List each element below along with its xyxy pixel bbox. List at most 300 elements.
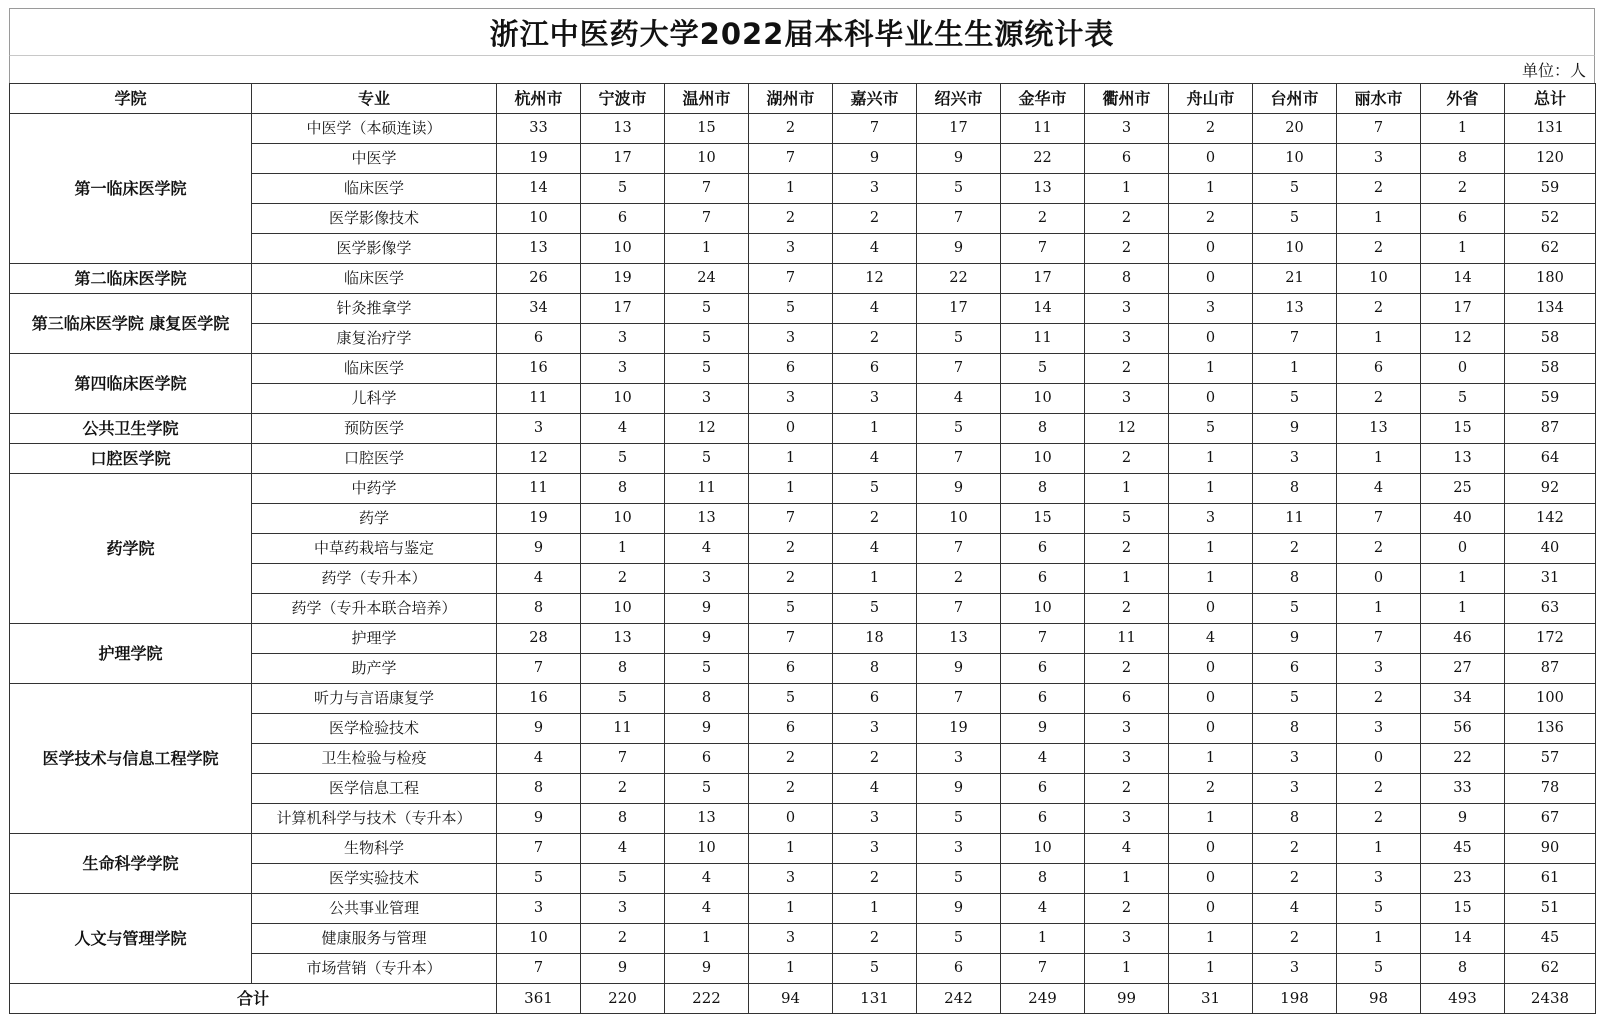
value-cell: 2 bbox=[581, 564, 665, 594]
value-cell: 16 bbox=[497, 684, 581, 714]
value-cell: 26 bbox=[497, 264, 581, 294]
column-header: 杭州市 bbox=[497, 84, 581, 114]
value-cell: 1 bbox=[1253, 354, 1337, 384]
value-cell: 11 bbox=[581, 714, 665, 744]
value-cell: 1 bbox=[1085, 474, 1169, 504]
value-cell: 2 bbox=[1421, 174, 1505, 204]
value-cell: 6 bbox=[1001, 564, 1085, 594]
value-cell: 1 bbox=[1337, 924, 1421, 954]
value-cell: 1 bbox=[1337, 834, 1421, 864]
value-cell: 11 bbox=[1085, 624, 1169, 654]
value-cell: 5 bbox=[665, 444, 749, 474]
value-cell: 5 bbox=[665, 324, 749, 354]
value-cell: 1 bbox=[1001, 924, 1085, 954]
value-cell: 9 bbox=[497, 534, 581, 564]
value-cell: 17 bbox=[581, 144, 665, 174]
value-cell: 3 bbox=[833, 714, 917, 744]
major-cell: 生物科学 bbox=[252, 834, 497, 864]
value-cell: 2 bbox=[1169, 204, 1253, 234]
value-cell: 6 bbox=[1001, 654, 1085, 684]
value-cell: 22 bbox=[1001, 144, 1085, 174]
value-cell: 2 bbox=[1085, 444, 1169, 474]
major-cell: 口腔医学 bbox=[252, 444, 497, 474]
major-cell: 药学（专升本联合培养） bbox=[252, 594, 497, 624]
value-cell: 52 bbox=[1505, 204, 1596, 234]
value-cell: 2 bbox=[1337, 804, 1421, 834]
value-cell: 87 bbox=[1505, 654, 1596, 684]
major-cell: 卫生检验与检疫 bbox=[252, 744, 497, 774]
value-cell: 5 bbox=[581, 864, 665, 894]
value-cell: 67 bbox=[1505, 804, 1596, 834]
value-cell: 3 bbox=[1337, 864, 1421, 894]
total-value-cell: 99 bbox=[1085, 984, 1169, 1014]
value-cell: 7 bbox=[1337, 624, 1421, 654]
value-cell: 9 bbox=[917, 474, 1001, 504]
major-cell: 计算机科学与技术（专升本） bbox=[252, 804, 497, 834]
value-cell: 1 bbox=[1169, 174, 1253, 204]
value-cell: 1 bbox=[665, 924, 749, 954]
value-cell: 8 bbox=[1421, 144, 1505, 174]
value-cell: 3 bbox=[749, 924, 833, 954]
value-cell: 5 bbox=[665, 354, 749, 384]
value-cell: 11 bbox=[1001, 324, 1085, 354]
major-cell: 药学（专升本） bbox=[252, 564, 497, 594]
value-cell: 13 bbox=[917, 624, 1001, 654]
value-cell: 3 bbox=[1337, 654, 1421, 684]
value-cell: 4 bbox=[1253, 894, 1337, 924]
value-cell: 4 bbox=[581, 414, 665, 444]
value-cell: 3 bbox=[1253, 954, 1337, 984]
college-cell: 医学技术与信息工程学院 bbox=[10, 684, 252, 834]
major-cell: 助产学 bbox=[252, 654, 497, 684]
college-cell: 第二临床医学院 bbox=[10, 264, 252, 294]
value-cell: 5 bbox=[665, 294, 749, 324]
value-cell: 1 bbox=[1169, 804, 1253, 834]
value-cell: 1 bbox=[1337, 444, 1421, 474]
value-cell: 6 bbox=[665, 744, 749, 774]
total-label: 合计 bbox=[10, 984, 497, 1014]
value-cell: 17 bbox=[581, 294, 665, 324]
value-cell: 2 bbox=[1085, 204, 1169, 234]
value-cell: 3 bbox=[581, 894, 665, 924]
value-cell: 100 bbox=[1505, 684, 1596, 714]
value-cell: 0 bbox=[1337, 564, 1421, 594]
value-cell: 15 bbox=[1421, 414, 1505, 444]
total-value-cell: 2438 bbox=[1505, 984, 1596, 1014]
value-cell: 19 bbox=[497, 144, 581, 174]
value-cell: 19 bbox=[917, 714, 1001, 744]
value-cell: 3 bbox=[833, 804, 917, 834]
table-row bbox=[10, 294, 1596, 324]
value-cell: 5 bbox=[917, 864, 1001, 894]
value-cell: 5 bbox=[917, 924, 1001, 954]
value-cell: 9 bbox=[665, 594, 749, 624]
total-value-cell: 222 bbox=[665, 984, 749, 1014]
value-cell: 9 bbox=[917, 654, 1001, 684]
value-cell: 6 bbox=[497, 324, 581, 354]
value-cell: 9 bbox=[1001, 714, 1085, 744]
value-cell: 10 bbox=[497, 924, 581, 954]
value-cell: 64 bbox=[1505, 444, 1596, 474]
value-cell: 7 bbox=[749, 624, 833, 654]
value-cell: 11 bbox=[497, 384, 581, 414]
value-cell: 56 bbox=[1421, 714, 1505, 744]
college-cell: 护理学院 bbox=[10, 624, 252, 684]
value-cell: 7 bbox=[1337, 114, 1421, 144]
value-cell: 8 bbox=[1253, 804, 1337, 834]
table-row bbox=[10, 684, 1596, 714]
total-value-cell: 361 bbox=[497, 984, 581, 1014]
value-cell: 7 bbox=[917, 684, 1001, 714]
college-cell: 药学院 bbox=[10, 474, 252, 624]
value-cell: 2 bbox=[1085, 594, 1169, 624]
value-cell: 12 bbox=[665, 414, 749, 444]
value-cell: 21 bbox=[1253, 264, 1337, 294]
major-cell: 护理学 bbox=[252, 624, 497, 654]
value-cell: 0 bbox=[1421, 534, 1505, 564]
value-cell: 34 bbox=[497, 294, 581, 324]
value-cell: 3 bbox=[749, 864, 833, 894]
value-cell: 9 bbox=[917, 234, 1001, 264]
value-cell: 5 bbox=[1253, 594, 1337, 624]
value-cell: 5 bbox=[833, 594, 917, 624]
value-cell: 1 bbox=[749, 474, 833, 504]
major-cell: 公共事业管理 bbox=[252, 894, 497, 924]
value-cell: 2 bbox=[1337, 774, 1421, 804]
value-cell: 9 bbox=[1421, 804, 1505, 834]
value-cell: 8 bbox=[1001, 864, 1085, 894]
total-value-cell: 249 bbox=[1001, 984, 1085, 1014]
column-header: 丽水市 bbox=[1337, 84, 1421, 114]
value-cell: 15 bbox=[1421, 894, 1505, 924]
college-cell: 人文与管理学院 bbox=[10, 894, 252, 984]
value-cell: 5 bbox=[917, 414, 1001, 444]
value-cell: 5 bbox=[1253, 684, 1337, 714]
value-cell: 3 bbox=[497, 414, 581, 444]
college-cell: 第四临床医学院 bbox=[10, 354, 252, 414]
value-cell: 7 bbox=[497, 834, 581, 864]
value-cell: 3 bbox=[581, 354, 665, 384]
value-cell: 2 bbox=[833, 204, 917, 234]
value-cell: 10 bbox=[1001, 594, 1085, 624]
value-cell: 4 bbox=[1085, 834, 1169, 864]
value-cell: 4 bbox=[917, 384, 1001, 414]
value-cell: 2 bbox=[1253, 534, 1337, 564]
value-cell: 7 bbox=[917, 354, 1001, 384]
value-cell: 2 bbox=[1085, 534, 1169, 564]
value-cell: 5 bbox=[749, 594, 833, 624]
value-cell: 14 bbox=[1421, 264, 1505, 294]
value-cell: 14 bbox=[1421, 924, 1505, 954]
value-cell: 5 bbox=[1253, 174, 1337, 204]
value-cell: 2 bbox=[1337, 384, 1421, 414]
value-cell: 33 bbox=[497, 114, 581, 144]
major-cell: 药学 bbox=[252, 504, 497, 534]
value-cell: 2 bbox=[917, 564, 1001, 594]
value-cell: 3 bbox=[497, 894, 581, 924]
major-cell: 针灸推拿学 bbox=[252, 294, 497, 324]
value-cell: 142 bbox=[1505, 504, 1596, 534]
value-cell: 2 bbox=[749, 114, 833, 144]
value-cell: 2 bbox=[1337, 534, 1421, 564]
value-cell: 87 bbox=[1505, 414, 1596, 444]
value-cell: 1 bbox=[833, 414, 917, 444]
college-cell: 第三临床医学院 康复医学院 bbox=[10, 294, 252, 354]
value-cell: 2 bbox=[1085, 894, 1169, 924]
value-cell: 2 bbox=[749, 774, 833, 804]
value-cell: 7 bbox=[1253, 324, 1337, 354]
value-cell: 33 bbox=[1421, 774, 1505, 804]
value-cell: 17 bbox=[1421, 294, 1505, 324]
value-cell: 2 bbox=[833, 504, 917, 534]
value-cell: 3 bbox=[665, 564, 749, 594]
value-cell: 1 bbox=[1169, 954, 1253, 984]
value-cell: 7 bbox=[1001, 234, 1085, 264]
value-cell: 0 bbox=[1169, 144, 1253, 174]
value-cell: 8 bbox=[1253, 474, 1337, 504]
enrollment-source-table bbox=[9, 83, 1596, 1014]
value-cell: 2 bbox=[749, 204, 833, 234]
value-cell: 8 bbox=[1001, 474, 1085, 504]
value-cell: 4 bbox=[1169, 624, 1253, 654]
value-cell: 1 bbox=[1085, 864, 1169, 894]
total-value-cell: 94 bbox=[749, 984, 833, 1014]
value-cell: 7 bbox=[1001, 954, 1085, 984]
table-row bbox=[10, 444, 1596, 474]
value-cell: 3 bbox=[1253, 444, 1337, 474]
value-cell: 8 bbox=[1253, 564, 1337, 594]
value-cell: 6 bbox=[581, 204, 665, 234]
value-cell: 3 bbox=[1337, 714, 1421, 744]
value-cell: 10 bbox=[1001, 384, 1085, 414]
value-cell: 3 bbox=[1085, 324, 1169, 354]
value-cell: 14 bbox=[497, 174, 581, 204]
value-cell: 8 bbox=[1001, 414, 1085, 444]
value-cell: 2 bbox=[833, 924, 917, 954]
value-cell: 3 bbox=[1085, 714, 1169, 744]
value-cell: 5 bbox=[749, 684, 833, 714]
value-cell: 5 bbox=[1001, 354, 1085, 384]
value-cell: 3 bbox=[1085, 924, 1169, 954]
value-cell: 1 bbox=[581, 534, 665, 564]
value-cell: 5 bbox=[917, 324, 1001, 354]
value-cell: 59 bbox=[1505, 384, 1596, 414]
value-cell: 1 bbox=[749, 954, 833, 984]
value-cell: 5 bbox=[1421, 384, 1505, 414]
value-cell: 1 bbox=[749, 894, 833, 924]
value-cell: 10 bbox=[1337, 264, 1421, 294]
value-cell: 5 bbox=[833, 954, 917, 984]
value-cell: 10 bbox=[497, 204, 581, 234]
value-cell: 4 bbox=[833, 294, 917, 324]
value-cell: 9 bbox=[917, 894, 1001, 924]
value-cell: 90 bbox=[1505, 834, 1596, 864]
value-cell: 14 bbox=[1001, 294, 1085, 324]
value-cell: 1 bbox=[1421, 594, 1505, 624]
value-cell: 0 bbox=[1169, 594, 1253, 624]
value-cell: 23 bbox=[1421, 864, 1505, 894]
value-cell: 2 bbox=[1337, 684, 1421, 714]
value-cell: 2 bbox=[1169, 114, 1253, 144]
value-cell: 6 bbox=[1001, 684, 1085, 714]
value-cell: 24 bbox=[665, 264, 749, 294]
value-cell: 8 bbox=[581, 654, 665, 684]
value-cell: 0 bbox=[1169, 684, 1253, 714]
major-cell: 健康服务与管理 bbox=[252, 924, 497, 954]
value-cell: 2 bbox=[1085, 654, 1169, 684]
value-cell: 4 bbox=[1001, 744, 1085, 774]
value-cell: 7 bbox=[665, 174, 749, 204]
value-cell: 1 bbox=[1169, 444, 1253, 474]
value-cell: 9 bbox=[833, 144, 917, 174]
college-cell: 公共卫生学院 bbox=[10, 414, 252, 444]
major-cell: 中草药栽培与鉴定 bbox=[252, 534, 497, 564]
value-cell: 1 bbox=[665, 234, 749, 264]
value-cell: 8 bbox=[497, 774, 581, 804]
value-cell: 3 bbox=[665, 384, 749, 414]
total-value-cell: 493 bbox=[1421, 984, 1505, 1014]
value-cell: 5 bbox=[581, 174, 665, 204]
value-cell: 3 bbox=[1085, 114, 1169, 144]
value-cell: 3 bbox=[1337, 144, 1421, 174]
value-cell: 25 bbox=[1421, 474, 1505, 504]
value-cell: 8 bbox=[665, 684, 749, 714]
value-cell: 134 bbox=[1505, 294, 1596, 324]
value-cell: 3 bbox=[749, 384, 833, 414]
value-cell: 7 bbox=[833, 114, 917, 144]
value-cell: 2 bbox=[581, 924, 665, 954]
value-cell: 3 bbox=[1085, 294, 1169, 324]
value-cell: 20 bbox=[1253, 114, 1337, 144]
value-cell: 3 bbox=[1169, 294, 1253, 324]
major-cell: 临床医学 bbox=[252, 174, 497, 204]
value-cell: 11 bbox=[497, 474, 581, 504]
value-cell: 1 bbox=[833, 564, 917, 594]
value-cell: 2 bbox=[1085, 774, 1169, 804]
value-cell: 3 bbox=[1253, 774, 1337, 804]
major-cell: 医学影像学 bbox=[252, 234, 497, 264]
table-row bbox=[10, 624, 1596, 654]
value-cell: 2 bbox=[1253, 864, 1337, 894]
value-cell: 11 bbox=[1253, 504, 1337, 534]
value-cell: 136 bbox=[1505, 714, 1596, 744]
value-cell: 5 bbox=[1337, 894, 1421, 924]
value-cell: 6 bbox=[749, 654, 833, 684]
major-cell: 医学检验技术 bbox=[252, 714, 497, 744]
value-cell: 0 bbox=[1169, 894, 1253, 924]
value-cell: 9 bbox=[665, 714, 749, 744]
value-cell: 6 bbox=[833, 684, 917, 714]
major-cell: 市场营销（专升本） bbox=[252, 954, 497, 984]
major-cell: 听力与言语康复学 bbox=[252, 684, 497, 714]
table-row bbox=[10, 474, 1596, 504]
value-cell: 1 bbox=[749, 444, 833, 474]
value-cell: 58 bbox=[1505, 354, 1596, 384]
value-cell: 3 bbox=[749, 324, 833, 354]
major-cell: 临床医学 bbox=[252, 354, 497, 384]
value-cell: 3 bbox=[917, 834, 1001, 864]
value-cell: 9 bbox=[665, 954, 749, 984]
value-cell: 5 bbox=[917, 804, 1001, 834]
header-row bbox=[10, 84, 1596, 114]
value-cell: 10 bbox=[665, 144, 749, 174]
value-cell: 1 bbox=[1337, 324, 1421, 354]
value-cell: 6 bbox=[749, 714, 833, 744]
column-header: 湖州市 bbox=[749, 84, 833, 114]
table-body bbox=[10, 114, 1596, 1014]
value-cell: 5 bbox=[917, 174, 1001, 204]
value-cell: 4 bbox=[665, 864, 749, 894]
value-cell: 4 bbox=[833, 774, 917, 804]
value-cell: 2 bbox=[1337, 294, 1421, 324]
value-cell: 2 bbox=[749, 744, 833, 774]
value-cell: 0 bbox=[1337, 744, 1421, 774]
major-cell: 医学影像技术 bbox=[252, 204, 497, 234]
value-cell: 9 bbox=[1253, 414, 1337, 444]
value-cell: 6 bbox=[1085, 684, 1169, 714]
value-cell: 8 bbox=[581, 474, 665, 504]
value-cell: 92 bbox=[1505, 474, 1596, 504]
value-cell: 13 bbox=[1001, 174, 1085, 204]
value-cell: 10 bbox=[581, 504, 665, 534]
table-row bbox=[10, 414, 1596, 444]
value-cell: 2 bbox=[1001, 204, 1085, 234]
value-cell: 5 bbox=[1253, 384, 1337, 414]
value-cell: 13 bbox=[497, 234, 581, 264]
value-cell: 1 bbox=[1169, 474, 1253, 504]
value-cell: 9 bbox=[497, 804, 581, 834]
value-cell: 2 bbox=[1085, 354, 1169, 384]
major-cell: 医学实验技术 bbox=[252, 864, 497, 894]
table-row bbox=[10, 114, 1596, 144]
value-cell: 1 bbox=[1169, 354, 1253, 384]
value-cell: 131 bbox=[1505, 114, 1596, 144]
value-cell: 62 bbox=[1505, 954, 1596, 984]
value-cell: 5 bbox=[665, 654, 749, 684]
value-cell: 1 bbox=[1421, 114, 1505, 144]
value-cell: 9 bbox=[917, 774, 1001, 804]
value-cell: 2 bbox=[1253, 924, 1337, 954]
college-cell: 口腔医学院 bbox=[10, 444, 252, 474]
value-cell: 4 bbox=[833, 234, 917, 264]
value-cell: 12 bbox=[1421, 324, 1505, 354]
value-cell: 1 bbox=[1085, 564, 1169, 594]
value-cell: 10 bbox=[917, 504, 1001, 534]
value-cell: 8 bbox=[497, 594, 581, 624]
value-cell: 10 bbox=[1001, 834, 1085, 864]
value-cell: 61 bbox=[1505, 864, 1596, 894]
value-cell: 5 bbox=[1337, 954, 1421, 984]
value-cell: 5 bbox=[581, 684, 665, 714]
value-cell: 1 bbox=[749, 834, 833, 864]
value-cell: 4 bbox=[833, 534, 917, 564]
value-cell: 19 bbox=[497, 504, 581, 534]
table-title: 浙江中医药大学2022届本科毕业生生源统计表 bbox=[9, 8, 1595, 55]
value-cell: 2 bbox=[833, 744, 917, 774]
value-cell: 7 bbox=[917, 204, 1001, 234]
value-cell: 13 bbox=[1337, 414, 1421, 444]
value-cell: 6 bbox=[1421, 204, 1505, 234]
table-row bbox=[10, 834, 1596, 864]
column-header: 总计 bbox=[1505, 84, 1596, 114]
value-cell: 5 bbox=[1253, 204, 1337, 234]
value-cell: 1 bbox=[1085, 174, 1169, 204]
value-cell: 7 bbox=[749, 144, 833, 174]
value-cell: 120 bbox=[1505, 144, 1596, 174]
value-cell: 22 bbox=[1421, 744, 1505, 774]
value-cell: 6 bbox=[1085, 144, 1169, 174]
value-cell: 2 bbox=[1337, 174, 1421, 204]
